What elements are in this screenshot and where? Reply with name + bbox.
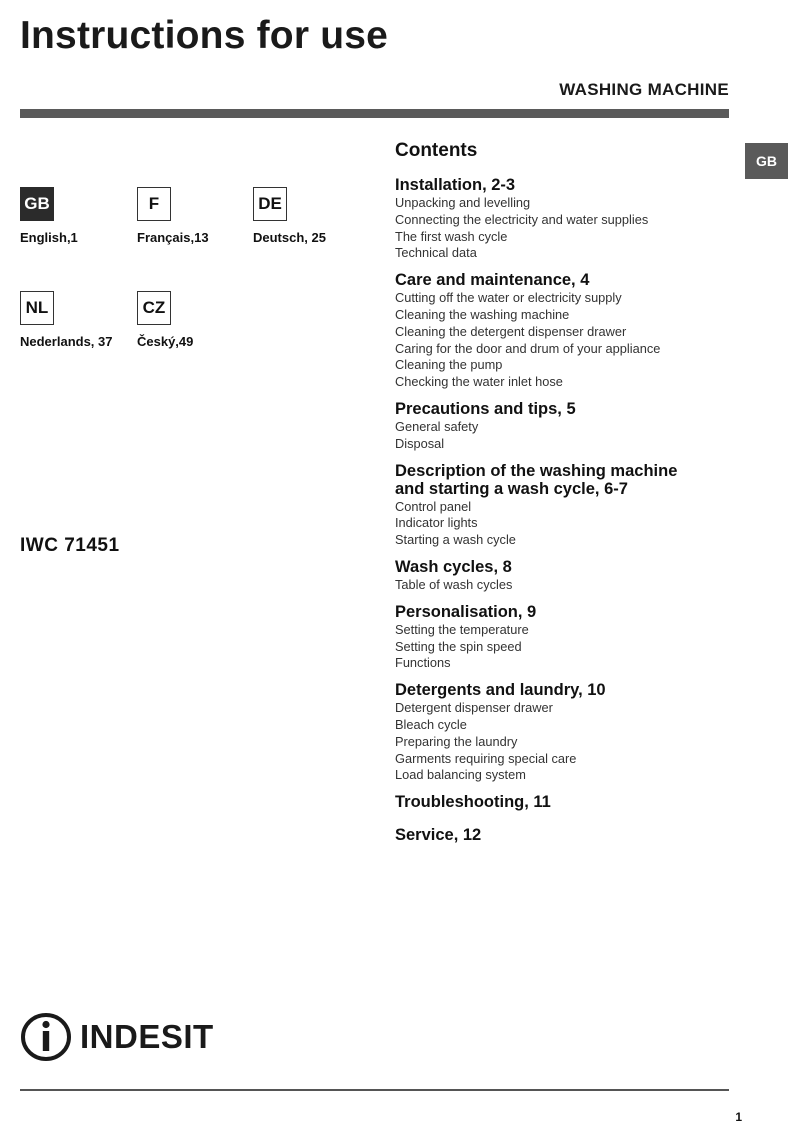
toc-section-wash-cycles xyxy=(395,559,745,594)
language-label: English,1 xyxy=(20,230,78,245)
indesit-logo-icon xyxy=(20,1012,72,1062)
toc-item[interactable]: Starting a wash cycle xyxy=(395,532,516,548)
header-divider xyxy=(20,109,729,118)
language-code-box[interactable]: DE xyxy=(253,187,287,221)
language-entry-gb[interactable] xyxy=(20,187,78,245)
table-of-contents xyxy=(395,140,745,854)
toc-section-personalisation xyxy=(395,604,745,672)
toc-item[interactable]: Preparing the laundry xyxy=(395,733,518,749)
toc-section-title[interactable]: Installation, 2-3 xyxy=(395,176,516,194)
toc-section-title[interactable]: Detergents and laundry, 10 xyxy=(395,681,606,700)
language-code-box[interactable]: F xyxy=(137,187,171,221)
toc-item[interactable]: Bleach cycle xyxy=(395,716,467,732)
language-label: Český,49 xyxy=(137,334,194,349)
product-type: WASHING MACHINE xyxy=(559,80,729,99)
page-number: 1 xyxy=(735,1110,742,1124)
toc-item[interactable]: Unpacking and levelling xyxy=(395,195,531,210)
brand-logo xyxy=(20,1012,214,1062)
toc-section-title-line2[interactable]: and starting a wash cycle, 6-7 xyxy=(395,479,628,498)
toc-item[interactable]: Checking the water inlet hose xyxy=(395,374,563,390)
toc-item[interactable]: Control panel xyxy=(395,498,472,514)
language-code-box[interactable]: GB xyxy=(20,187,54,221)
language-label: Nederlands, 37 xyxy=(20,334,113,349)
toc-section-title[interactable]: Service, 12 xyxy=(395,826,482,845)
toc-item[interactable]: Disposal xyxy=(395,435,445,451)
toc-item[interactable]: Cleaning the detergent dispenser drawer xyxy=(395,323,627,339)
toc-item[interactable]: General safety xyxy=(395,418,479,434)
toc-section-title[interactable]: Precautions and tips, 5 xyxy=(395,399,576,418)
toc-section-title[interactable]: Description of the washing machine xyxy=(395,461,678,480)
toc-item[interactable]: Table of wash cycles xyxy=(395,576,513,592)
toc-item[interactable]: Cleaning the pump xyxy=(395,357,503,373)
toc-section-precautions xyxy=(395,401,745,453)
language-entry-nl[interactable] xyxy=(20,291,113,349)
toc-section-care xyxy=(395,272,745,391)
toc-section-installation xyxy=(395,177,745,262)
brand-name: INDESIT xyxy=(80,1018,214,1055)
toc-section-detergents xyxy=(395,682,745,784)
toc-section-title[interactable]: Troubleshooting, 11 xyxy=(395,793,551,812)
toc-item[interactable]: Functions xyxy=(395,655,451,671)
language-entry-de[interactable] xyxy=(253,187,326,245)
toc-item[interactable]: The first wash cycle xyxy=(395,228,508,244)
toc-item[interactable]: Setting the temperature xyxy=(395,621,529,637)
toc-item[interactable]: Technical data xyxy=(395,245,477,261)
toc-item[interactable]: Cleaning the washing machine xyxy=(395,306,570,322)
model-number: IWC 71451 xyxy=(20,535,120,556)
toc-section-troubleshooting xyxy=(395,794,745,811)
toc-section-service xyxy=(395,827,745,844)
page-title: Instructions for use xyxy=(20,14,389,57)
toc-item[interactable]: Connecting the electricity and water supplies xyxy=(395,211,649,227)
language-entry-f[interactable] xyxy=(137,187,209,245)
language-entry-cz[interactable] xyxy=(137,291,193,349)
language-label: Français,13 xyxy=(137,230,209,245)
footer-divider xyxy=(20,1089,729,1091)
toc-item[interactable]: Indicator lights xyxy=(395,515,478,531)
language-code-box[interactable]: NL xyxy=(20,291,54,325)
contents-heading: Contents xyxy=(395,140,478,161)
toc-section-title[interactable]: Personalisation, 9 xyxy=(395,602,537,621)
toc-item[interactable]: Garments requiring special care xyxy=(395,750,577,766)
toc-section-title[interactable]: Care and maintenance, 4 xyxy=(395,271,590,290)
toc-item[interactable]: Setting the spin speed xyxy=(395,638,522,654)
toc-section-title[interactable]: Wash cycles, 8 xyxy=(395,557,512,576)
toc-item[interactable]: Load balancing system xyxy=(395,767,526,783)
language-code-box[interactable]: CZ xyxy=(137,291,171,325)
language-label: Deutsch, 25 xyxy=(253,230,326,245)
toc-item[interactable]: Cutting off the water or electricity supply xyxy=(395,290,622,306)
toc-section-description xyxy=(395,463,745,549)
toc-item[interactable]: Detergent dispenser drawer xyxy=(395,700,553,716)
toc-item[interactable]: Caring for the door and drum of your appliance xyxy=(395,340,661,356)
language-side-tab: GB xyxy=(745,143,788,179)
